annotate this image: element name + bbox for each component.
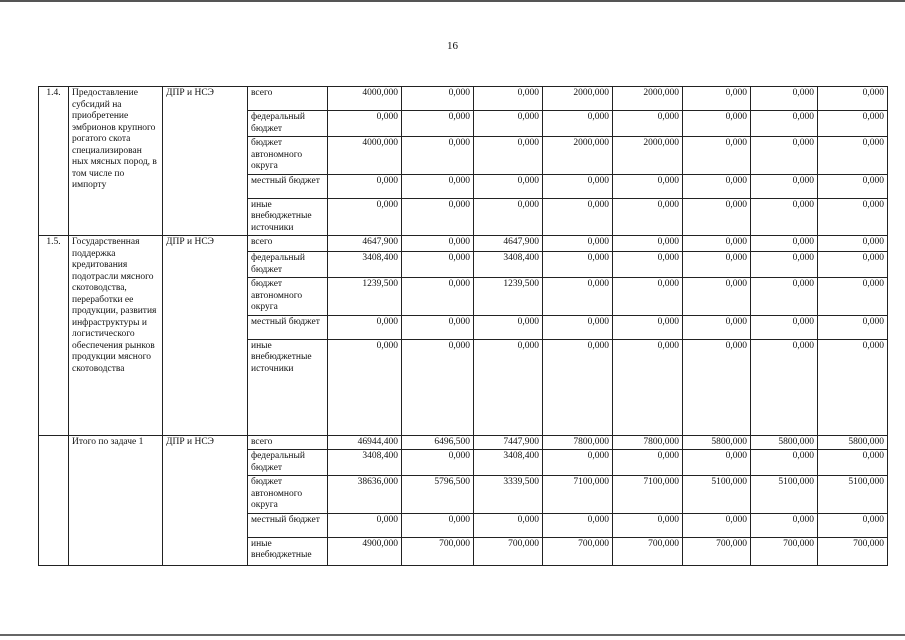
amount-cell: 0,000 bbox=[474, 198, 543, 236]
measure-name: Итого по задаче 1 bbox=[69, 435, 163, 565]
amount-cell: 0,000 bbox=[818, 252, 888, 278]
amount-cell: 0,000 bbox=[328, 111, 402, 137]
table-row bbox=[39, 435, 888, 450]
funding-source: местный бюджет bbox=[248, 513, 328, 537]
amount-cell: 4000,000 bbox=[328, 87, 402, 111]
amount-cell: 0,000 bbox=[818, 450, 888, 476]
amount-cell: 0,000 bbox=[543, 513, 613, 537]
amount-cell: 0,000 bbox=[328, 315, 402, 339]
amount-cell: 0,000 bbox=[402, 315, 474, 339]
amount-cell: 0,000 bbox=[751, 339, 818, 435]
amount-cell: 0,000 bbox=[818, 174, 888, 198]
amount-cell: 4000,000 bbox=[328, 137, 402, 175]
amount-cell: 0,000 bbox=[683, 236, 751, 252]
amount-cell: 0,000 bbox=[818, 137, 888, 175]
amount-cell: 0,000 bbox=[328, 513, 402, 537]
amount-cell: 0,000 bbox=[543, 278, 613, 316]
amount-cell: 38636,000 bbox=[328, 476, 402, 514]
amount-cell: 0,000 bbox=[751, 450, 818, 476]
funding-source: федеральный бюджет bbox=[248, 450, 328, 476]
amount-cell: 0,000 bbox=[402, 252, 474, 278]
measure-name: Государственная поддержка кредитования подотрасли мясного скотоводства, переработки ее продукции, развития инфраструктуры и логистического обеспечения рынков продукции мясного скотоводства bbox=[69, 236, 163, 436]
amount-cell: 0,000 bbox=[683, 174, 751, 198]
amount-cell: 0,000 bbox=[683, 450, 751, 476]
amount-cell: 0,000 bbox=[683, 87, 751, 111]
amount-cell: 0,000 bbox=[402, 87, 474, 111]
amount-cell: 5800,000 bbox=[683, 435, 751, 450]
amount-cell: 2000,000 bbox=[613, 137, 683, 175]
amount-cell: 0,000 bbox=[402, 137, 474, 175]
funding-source: федеральный бюджет bbox=[248, 111, 328, 137]
amount-cell: 0,000 bbox=[683, 111, 751, 137]
amount-cell: 0,000 bbox=[474, 137, 543, 175]
amount-cell: 0,000 bbox=[683, 137, 751, 175]
amount-cell: 0,000 bbox=[613, 174, 683, 198]
amount-cell: 0,000 bbox=[613, 450, 683, 476]
amount-cell: 3408,400 bbox=[474, 252, 543, 278]
item-number: 1.4. bbox=[39, 87, 69, 236]
funding-source: иные внебюджетные bbox=[248, 537, 328, 565]
amount-cell: 700,000 bbox=[818, 537, 888, 565]
amount-cell: 700,000 bbox=[474, 537, 543, 565]
responsible-executor: ДПР и НСЭ bbox=[163, 87, 248, 236]
amount-cell: 0,000 bbox=[613, 513, 683, 537]
amount-cell: 0,000 bbox=[543, 198, 613, 236]
amount-cell: 0,000 bbox=[683, 278, 751, 316]
page-number: 16 bbox=[447, 40, 458, 52]
amount-cell: 0,000 bbox=[543, 315, 613, 339]
amount-cell: 2000,000 bbox=[543, 87, 613, 111]
funding-source: федеральный бюджет bbox=[248, 252, 328, 278]
amount-cell: 0,000 bbox=[818, 236, 888, 252]
amount-cell: 2000,000 bbox=[613, 87, 683, 111]
amount-cell: 0,000 bbox=[751, 315, 818, 339]
amount-cell: 0,000 bbox=[402, 513, 474, 537]
amount-cell: 700,000 bbox=[751, 537, 818, 565]
amount-cell: 0,000 bbox=[402, 174, 474, 198]
amount-cell: 4647,900 bbox=[474, 236, 543, 252]
funding-source: иные внебюджетные источники bbox=[248, 198, 328, 236]
amount-cell: 0,000 bbox=[474, 315, 543, 339]
amount-cell: 1239,500 bbox=[328, 278, 402, 316]
amount-cell: 7800,000 bbox=[543, 435, 613, 450]
amount-cell: 0,000 bbox=[328, 198, 402, 236]
amount-cell: 7447,900 bbox=[474, 435, 543, 450]
amount-cell: 3339,500 bbox=[474, 476, 543, 514]
amount-cell: 0,000 bbox=[818, 513, 888, 537]
amount-cell: 0,000 bbox=[751, 174, 818, 198]
responsible-executor: ДПР и НСЭ bbox=[163, 435, 248, 565]
amount-cell: 0,000 bbox=[613, 339, 683, 435]
amount-cell: 0,000 bbox=[474, 339, 543, 435]
amount-cell: 5100,000 bbox=[818, 476, 888, 514]
funding-source: бюджет автономного округа bbox=[248, 278, 328, 316]
top-scan-edge bbox=[0, 0, 905, 2]
amount-cell: 0,000 bbox=[613, 315, 683, 339]
amount-cell: 0,000 bbox=[402, 198, 474, 236]
funding-source: всего bbox=[248, 435, 328, 450]
amount-cell: 0,000 bbox=[543, 236, 613, 252]
amount-cell: 0,000 bbox=[818, 315, 888, 339]
amount-cell: 0,000 bbox=[751, 252, 818, 278]
amount-cell: 3408,400 bbox=[474, 450, 543, 476]
amount-cell: 0,000 bbox=[402, 111, 474, 137]
amount-cell: 0,000 bbox=[751, 111, 818, 137]
funding-source: всего bbox=[248, 236, 328, 252]
amount-cell: 7800,000 bbox=[613, 435, 683, 450]
amount-cell: 0,000 bbox=[328, 174, 402, 198]
amount-cell: 0,000 bbox=[683, 198, 751, 236]
bottom-scan-edge bbox=[0, 634, 905, 636]
responsible-executor: ДПР и НСЭ bbox=[163, 236, 248, 436]
amount-cell: 0,000 bbox=[751, 87, 818, 111]
amount-cell: 3408,400 bbox=[328, 450, 402, 476]
amount-cell: 5100,000 bbox=[683, 476, 751, 514]
funding-source: иные внебюджетные источники bbox=[248, 339, 328, 435]
funding-source: бюджет автономного округа bbox=[248, 137, 328, 175]
amount-cell: 0,000 bbox=[402, 450, 474, 476]
funding-source: бюджет автономного округа bbox=[248, 476, 328, 514]
amount-cell: 0,000 bbox=[818, 87, 888, 111]
amount-cell: 0,000 bbox=[683, 513, 751, 537]
table-row bbox=[39, 236, 888, 252]
amount-cell: 0,000 bbox=[402, 339, 474, 435]
amount-cell: 5800,000 bbox=[751, 435, 818, 450]
amount-cell: 0,000 bbox=[543, 450, 613, 476]
amount-cell: 0,000 bbox=[613, 111, 683, 137]
funding-source: местный бюджет bbox=[248, 174, 328, 198]
amount-cell: 700,000 bbox=[613, 537, 683, 565]
amount-cell: 2000,000 bbox=[543, 137, 613, 175]
amount-cell: 0,000 bbox=[543, 339, 613, 435]
amount-cell: 0,000 bbox=[474, 111, 543, 137]
amount-cell: 1239,500 bbox=[474, 278, 543, 316]
amount-cell: 0,000 bbox=[543, 111, 613, 137]
amount-cell: 3408,400 bbox=[328, 252, 402, 278]
amount-cell: 0,000 bbox=[402, 278, 474, 316]
amount-cell: 0,000 bbox=[613, 252, 683, 278]
budget-table bbox=[38, 86, 888, 566]
amount-cell: 700,000 bbox=[402, 537, 474, 565]
amount-cell: 0,000 bbox=[474, 87, 543, 111]
amount-cell: 0,000 bbox=[683, 315, 751, 339]
budget-table-body bbox=[39, 87, 888, 566]
amount-cell: 0,000 bbox=[613, 236, 683, 252]
amount-cell: 0,000 bbox=[751, 137, 818, 175]
amount-cell: 4900,000 bbox=[328, 537, 402, 565]
amount-cell: 700,000 bbox=[683, 537, 751, 565]
amount-cell: 0,000 bbox=[543, 252, 613, 278]
amount-cell: 0,000 bbox=[751, 236, 818, 252]
amount-cell: 4647,900 bbox=[328, 236, 402, 252]
amount-cell: 0,000 bbox=[474, 174, 543, 198]
amount-cell: 6496,500 bbox=[402, 435, 474, 450]
amount-cell: 0,000 bbox=[683, 252, 751, 278]
amount-cell: 5100,000 bbox=[751, 476, 818, 514]
amount-cell: 7100,000 bbox=[543, 476, 613, 514]
amount-cell: 0,000 bbox=[818, 278, 888, 316]
amount-cell: 0,000 bbox=[474, 513, 543, 537]
amount-cell: 0,000 bbox=[751, 198, 818, 236]
amount-cell: 0,000 bbox=[543, 174, 613, 198]
amount-cell: 7100,000 bbox=[613, 476, 683, 514]
amount-cell: 0,000 bbox=[751, 278, 818, 316]
funding-source: всего bbox=[248, 87, 328, 111]
amount-cell: 0,000 bbox=[613, 278, 683, 316]
amount-cell: 0,000 bbox=[818, 198, 888, 236]
amount-cell: 0,000 bbox=[818, 339, 888, 435]
amount-cell: 0,000 bbox=[613, 198, 683, 236]
amount-cell: 5800,000 bbox=[818, 435, 888, 450]
amount-cell: 0,000 bbox=[818, 111, 888, 137]
measure-name: Предоставление субсидий на приобретение эмбрионов крупного рогатого скота специализирован ных мясных пород, в том числе по импорту bbox=[69, 87, 163, 236]
amount-cell: 0,000 bbox=[751, 513, 818, 537]
amount-cell: 700,000 bbox=[543, 537, 613, 565]
amount-cell: 0,000 bbox=[402, 236, 474, 252]
table-row bbox=[39, 87, 888, 111]
amount-cell: 0,000 bbox=[683, 339, 751, 435]
amount-cell: 5796,500 bbox=[402, 476, 474, 514]
amount-cell: 46944,400 bbox=[328, 435, 402, 450]
item-number bbox=[39, 435, 69, 565]
amount-cell: 0,000 bbox=[328, 339, 402, 435]
funding-source: местный бюджет bbox=[248, 315, 328, 339]
item-number: 1.5. bbox=[39, 236, 69, 436]
